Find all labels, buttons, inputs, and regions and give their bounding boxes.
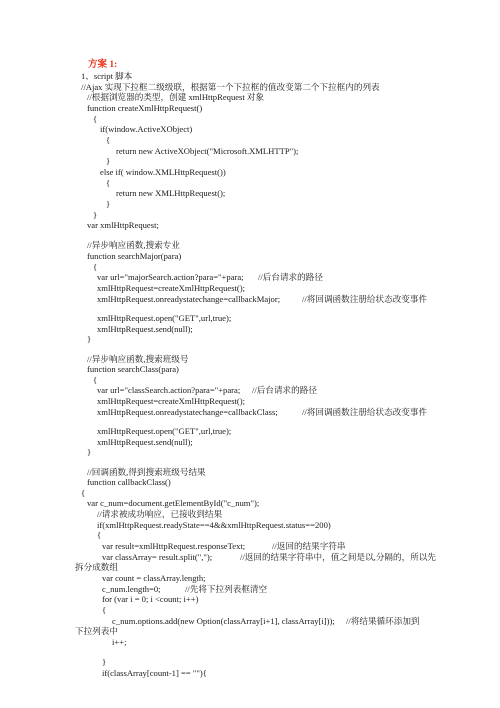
doc-line: var result=xmlHttpRequest.responseText;	[102, 541, 246, 551]
doc-line: xmlHttpRequest=createXmlHttpRequest();	[97, 396, 246, 406]
doc-line: xmlHttpRequest.open("GET",url,true);	[97, 313, 232, 323]
doc-line: 1、script 脚本	[81, 71, 133, 81]
doc-comment: //返回的结果字符串	[272, 541, 346, 551]
doc-line: }	[102, 657, 107, 667]
doc-line: function callbackClass()	[87, 477, 171, 487]
doc-line: if(window.ActiveXObject)	[100, 124, 193, 134]
doc-line: function createXmlHttpRequest()	[87, 103, 203, 113]
doc-line: //请求被成功响应，已接收到结果	[97, 509, 223, 519]
doc-line: }	[87, 334, 92, 344]
doc-line: c_num.options.add(new Option(classArray[i+1], classArray[i]));	[112, 616, 335, 626]
doc-comment: //先将下拉列表框清空	[185, 584, 268, 594]
doc-line: }	[106, 199, 111, 209]
doc-line: function searchClass(para)	[87, 364, 179, 374]
doc-comment: //后台请求的路径	[258, 272, 323, 282]
doc-line: //Ajax 实现下拉框二级级联，根据第一个下拉框的值改变第二个下拉框内的列表	[81, 82, 380, 92]
doc-line: {	[106, 135, 111, 145]
doc-line: {	[102, 605, 107, 615]
doc-line: for (var i = 0; i <count; i++)	[102, 594, 199, 604]
doc-comment: //将回调函数注册给状态改变事件	[302, 294, 428, 304]
doc-comment: //返回的结果字符串中，值之间是以,分隔的，所以先	[240, 552, 436, 562]
doc-line: xmlHttpRequest.send(null);	[97, 437, 193, 447]
doc-line: xmlHttpRequest.open("GET",url,true);	[97, 426, 232, 436]
doc-comment: //后台请求的路径	[252, 385, 317, 395]
doc-line: xmlHttpRequest.onreadystatechange=callbackClass;	[97, 407, 278, 417]
doc-line: 拆分成数组	[75, 562, 118, 572]
doc-line: //异步响应函数,搜索专业	[87, 240, 180, 250]
doc-line: else if( window.XMLHttpRequest())	[100, 167, 226, 177]
doc-line: {	[93, 262, 98, 272]
doc-line: i++;	[112, 637, 127, 647]
doc-line: xmlHttpRequest.send(null);	[97, 324, 193, 334]
doc-line: {	[93, 375, 98, 385]
doc-line: var url="majorSearch.action?para="+para;	[97, 272, 244, 282]
doc-line: xmlHttpRequest.onreadystatechange=callbackMajor;	[97, 294, 281, 304]
doc-title: 方案 1:	[88, 60, 118, 70]
doc-line: {	[97, 530, 102, 540]
doc-line: {	[81, 488, 86, 498]
doc-line: return new XMLHttpRequest();	[116, 188, 226, 198]
doc-line: var classArray= result.split(",");	[102, 552, 213, 562]
doc-comment: //将回调函数注册给状态改变事件	[302, 407, 428, 417]
doc-line: var xmlHttpRequest;	[87, 220, 159, 230]
doc-line: var count = classArray.length;	[102, 573, 206, 583]
doc-line: var url="classSearch.action?para="+para;	[97, 385, 241, 395]
doc-line: }	[106, 156, 111, 166]
doc-line: //回调函数,得到搜索班级号结果	[87, 467, 206, 477]
doc-line: if(xmlHttpRequest.readyState==4&&xmlHttpRequest.status==200)	[97, 520, 331, 530]
doc-line: function searchMajor(para)	[87, 251, 182, 261]
doc-line: var c_num=document.getElementById("c_num");	[87, 498, 260, 508]
doc-line: }	[87, 447, 92, 457]
doc-line: c_num.length=0;	[102, 584, 161, 594]
doc-line: xmlHttpRequest=createXmlHttpRequest();	[97, 283, 246, 293]
doc-line: }	[93, 210, 98, 220]
doc-line: 下拉列表中	[75, 626, 118, 636]
doc-line: //根据浏览器的类型，创建 xmlHttpRequest 对象	[87, 92, 265, 102]
doc-line: if(classArray[count-1] == ""){	[102, 668, 207, 678]
doc-comment: //将结果循环添加到	[346, 616, 420, 626]
doc-line: {	[93, 114, 98, 124]
doc-line: //异步响应函数,搜索班级号	[87, 354, 189, 364]
doc-line: {	[106, 178, 111, 188]
doc-line: return new ActiveXObject("Microsoft.XMLHTTP");	[116, 146, 299, 156]
